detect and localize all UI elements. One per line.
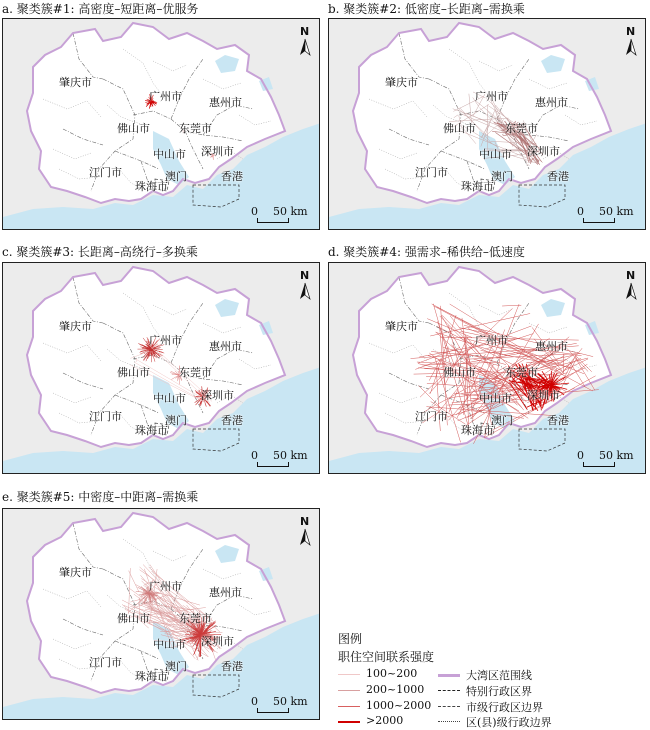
legend-district-boundary: 区(县)级行政边界 [466, 714, 552, 730]
city-label-zhongshan: 中山市 [479, 393, 512, 405]
map-canvas [3, 19, 320, 230]
city-label-zhuhai: 珠海市 [461, 425, 494, 437]
city-label-shenzhen: 深圳市 [201, 636, 234, 648]
city-label-zhongshan: 中山市 [153, 149, 186, 161]
scale-bar-line [257, 462, 289, 467]
north-arrow-shape [631, 39, 636, 55]
scale-zero-label: 0 [577, 205, 584, 218]
scale-zero-label: 0 [251, 205, 258, 218]
north-arrow-shape [305, 283, 310, 299]
legend-swatch-strength-1 [338, 674, 360, 675]
city-label-guangzhou: 广州市 [475, 91, 508, 103]
scale-zero-label: 0 [251, 695, 258, 708]
city-label-hongkong: 香港 [221, 415, 243, 427]
city-label-macau: 澳门 [491, 171, 513, 183]
city-label-jiangmen: 江门市 [415, 167, 448, 179]
north-arrow-icon [297, 27, 313, 57]
north-arrow-shape [300, 39, 305, 55]
legend-strength-2: 200~1000 [366, 683, 424, 696]
city-label-dongguan: 东莞市 [179, 613, 212, 625]
panel-a-title: a. 聚类簇#1: 高密度–短距离–优服务 [2, 2, 198, 16]
north-arrow-icon [623, 271, 639, 301]
legend-sar-boundary: 特别行政区界 [466, 683, 532, 699]
north-label: N [300, 515, 309, 528]
city-label-dongguan: 东莞市 [505, 367, 538, 379]
city-label-macau: 澳门 [165, 171, 187, 183]
city-label-foshan: 佛山市 [117, 123, 150, 135]
scale-bar-line [257, 708, 289, 713]
city-label-huizhou: 惠州市 [209, 97, 242, 109]
city-label-shenzhen: 深圳市 [201, 146, 234, 158]
map-panel-d [328, 262, 646, 474]
north-arrow-shape [305, 39, 310, 55]
north-arrow-shape [305, 529, 310, 545]
map-canvas [329, 263, 646, 474]
panel-c-title: c. 聚类簇#3: 长距离–高绕行–多换乘 [2, 245, 198, 259]
city-label-guangzhou: 广州市 [149, 91, 182, 103]
legend-swatch-gba-boundary [438, 674, 460, 677]
city-label-zhuhai: 珠海市 [135, 181, 168, 193]
city-label-shenzhen: 深圳市 [527, 146, 560, 158]
map-canvas [329, 19, 646, 230]
city-label-zhongshan: 中山市 [153, 393, 186, 405]
city-label-guangzhou: 广州市 [475, 335, 508, 347]
legend-subtitle: 职住空间联系强度 [338, 648, 434, 665]
city-label-guangzhou: 广州市 [149, 335, 182, 347]
city-label-huizhou: 惠州市 [209, 341, 242, 353]
north-arrow-shape [626, 39, 631, 55]
city-label-huizhou: 惠州市 [209, 587, 242, 599]
city-label-foshan: 佛山市 [443, 367, 476, 379]
map-panel-b [328, 18, 646, 230]
scale-zero-label: 0 [251, 449, 258, 462]
city-label-zhongshan: 中山市 [479, 149, 512, 161]
city-label-dongguan: 东莞市 [505, 123, 538, 135]
city-label-zhaoqing: 肇庆市 [59, 77, 92, 89]
legend-strength-4: >2000 [366, 714, 403, 727]
city-label-zhuhai: 珠海市 [135, 671, 168, 683]
north-arrow-icon [297, 517, 313, 547]
scale-distance-label: 50 km [273, 449, 308, 462]
map-panel-a [2, 18, 320, 230]
north-arrow-shape [631, 283, 636, 299]
city-label-jiangmen: 江门市 [89, 411, 122, 423]
north-label: N [626, 25, 635, 38]
north-arrow-icon [297, 271, 313, 301]
city-label-jiangmen: 江门市 [89, 167, 122, 179]
city-label-macau: 澳门 [165, 415, 187, 427]
scale-distance-label: 50 km [273, 695, 308, 708]
legend-strength-1: 100~200 [366, 667, 417, 680]
map-canvas [3, 509, 320, 720]
city-label-jiangmen: 江门市 [89, 657, 122, 669]
north-arrow-icon [623, 27, 639, 57]
city-label-zhaoqing: 肇庆市 [59, 567, 92, 579]
scale-distance-label: 50 km [273, 205, 308, 218]
city-label-hongkong: 香港 [547, 171, 569, 183]
map-panel-e [2, 508, 320, 720]
panel-e-title: e. 聚类簇#5: 中密度–中距离–需换乘 [2, 490, 198, 504]
city-label-zhongshan: 中山市 [153, 639, 186, 651]
city-label-macau: 澳门 [491, 415, 513, 427]
city-label-zhaoqing: 肇庆市 [385, 321, 418, 333]
city-label-macau: 澳门 [165, 661, 187, 673]
city-label-guangzhou: 广州市 [149, 581, 182, 593]
legend-swatch-district-boundary [438, 721, 460, 722]
city-label-zhuhai: 珠海市 [461, 181, 494, 193]
scale-bar-line [583, 462, 615, 467]
scale-zero-label: 0 [577, 449, 584, 462]
scale-distance-label: 50 km [599, 449, 634, 462]
city-label-dongguan: 东莞市 [179, 123, 212, 135]
legend-swatch-strength-4 [338, 721, 360, 723]
legend-swatch-strength-3 [338, 706, 360, 707]
city-label-foshan: 佛山市 [443, 123, 476, 135]
legend-swatch-strength-2 [338, 690, 360, 691]
city-label-huizhou: 惠州市 [535, 97, 568, 109]
north-arrow-shape [626, 283, 631, 299]
north-label: N [626, 269, 635, 282]
north-label: N [300, 269, 309, 282]
panel-d-title: d. 聚类簇#4: 强需求–稀供给–低速度 [328, 245, 525, 259]
legend-strength-3: 1000~2000 [366, 699, 431, 712]
map-panel-c [2, 262, 320, 474]
city-label-shenzhen: 深圳市 [527, 390, 560, 402]
map-canvas [3, 263, 320, 474]
legend-swatch-sar-boundary [438, 690, 460, 691]
city-label-zhaoqing: 肇庆市 [385, 77, 418, 89]
city-label-shenzhen: 深圳市 [201, 390, 234, 402]
city-label-foshan: 佛山市 [117, 613, 150, 625]
scale-bar-line [583, 218, 615, 223]
city-label-jiangmen: 江门市 [415, 411, 448, 423]
city-label-dongguan: 东莞市 [179, 367, 212, 379]
city-label-zhuhai: 珠海市 [135, 425, 168, 437]
scale-distance-label: 50 km [599, 205, 634, 218]
city-label-hongkong: 香港 [221, 661, 243, 673]
north-label: N [300, 25, 309, 38]
legend-gba-boundary: 大湾区范围线 [466, 667, 532, 683]
north-arrow-shape [300, 529, 305, 545]
city-label-huizhou: 惠州市 [535, 341, 568, 353]
legend-title: 图例 [338, 630, 362, 647]
scale-bar-line [257, 218, 289, 223]
north-arrow-shape [300, 283, 305, 299]
city-label-hongkong: 香港 [221, 171, 243, 183]
map-legend [338, 630, 638, 728]
legend-city-boundary: 市级行政区边界 [466, 699, 543, 715]
city-label-foshan: 佛山市 [117, 367, 150, 379]
city-label-hongkong: 香港 [547, 415, 569, 427]
panel-b-title: b. 聚类簇#2: 低密度–长距离–需换乘 [328, 2, 525, 16]
city-label-zhaoqing: 肇庆市 [59, 321, 92, 333]
legend-swatch-city-boundary [438, 706, 460, 707]
